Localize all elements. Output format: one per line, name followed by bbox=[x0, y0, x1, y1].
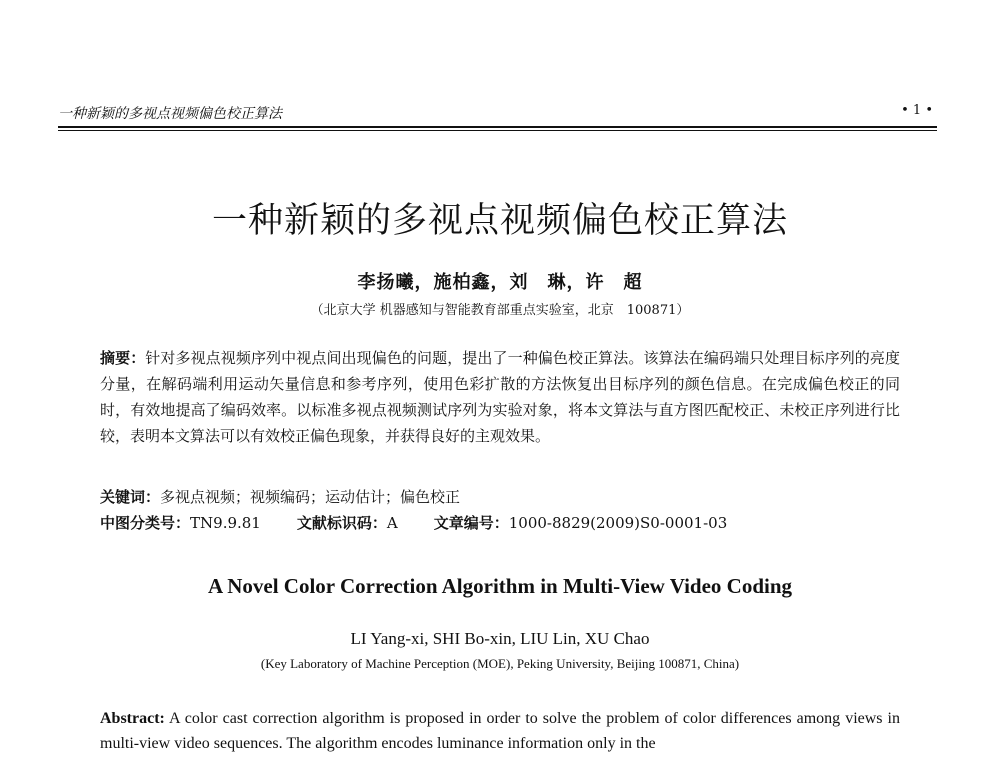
article-no-value: 1000-8829(2009)S0-0001-03 bbox=[508, 514, 728, 532]
header-rule-thick bbox=[58, 126, 937, 128]
running-header bbox=[58, 103, 937, 123]
chinese-keywords-text: 多视点视频；视频编码；运动估计；偏色校正 bbox=[160, 488, 461, 506]
doc-code-value: A bbox=[386, 514, 398, 532]
chinese-abstract-label: 摘要： bbox=[100, 349, 146, 367]
english-abstract bbox=[100, 706, 900, 756]
english-authors: LI Yang-xi, SHI Bo-xin, LIU Lin, XU Chao bbox=[350, 629, 650, 648]
chinese-keywords-label: 关键词： bbox=[100, 488, 161, 506]
clc-label: 中图分类号： bbox=[100, 514, 191, 532]
chinese-title: 一种新颖的多视点视频偏色校正算法 bbox=[211, 201, 788, 241]
classification-line bbox=[100, 512, 900, 533]
chinese-abstract-text: 针对多视点视频序列中视点间出现偏色的问题，提出了一种偏色校正算法。该算法在编码端只处理目标序列的亮度分量，在解码端利用运动矢量信息和参考序列，使用色彩扩散的方法恢复出目标序列的颜色信息。在完成偏色校正的同时，有效地提高了编码效率。以标准多视点视频测试序列为实验对象，将本文算法与直方图匹配校正、未校正序列进行比较，表明本文算法可以有效校正偏色现象，并获得良好的主观效果。 bbox=[100, 349, 900, 445]
english-abstract-text: A color cast correction algorithm is proposed in order to solve the problem of color differences among views in multi-view video sequences. The algorithm encodes luminance information only in the bbox=[100, 710, 900, 752]
english-abstract-label: Abstract: bbox=[100, 710, 165, 727]
page-number: • 1 • bbox=[901, 103, 933, 118]
english-title: A Novel Color Correction Algorithm in Multi-View Video Coding bbox=[207, 574, 793, 598]
clc-value: TN9.9.81 bbox=[190, 514, 261, 532]
header-rule-thin bbox=[58, 130, 937, 131]
running-header-title: 一种新颖的多视点视频偏色校正算法 bbox=[58, 106, 282, 122]
chinese-authors: 李扬曦，施柏鑫，刘 琳，许 超 bbox=[357, 272, 643, 293]
chinese-abstract bbox=[100, 345, 900, 449]
doc-code-label: 文献标识码： bbox=[296, 514, 387, 532]
chinese-keywords bbox=[100, 486, 900, 507]
article-no-label: 文章编号： bbox=[433, 514, 509, 532]
chinese-affiliation: （北京大学 机器感知与智能教育部重点实验室，北京 100871） bbox=[310, 303, 690, 318]
english-affiliation: (Key Laboratory of Machine Perception (MOE), Peking University, Beijing 100871, China) bbox=[260, 656, 740, 671]
